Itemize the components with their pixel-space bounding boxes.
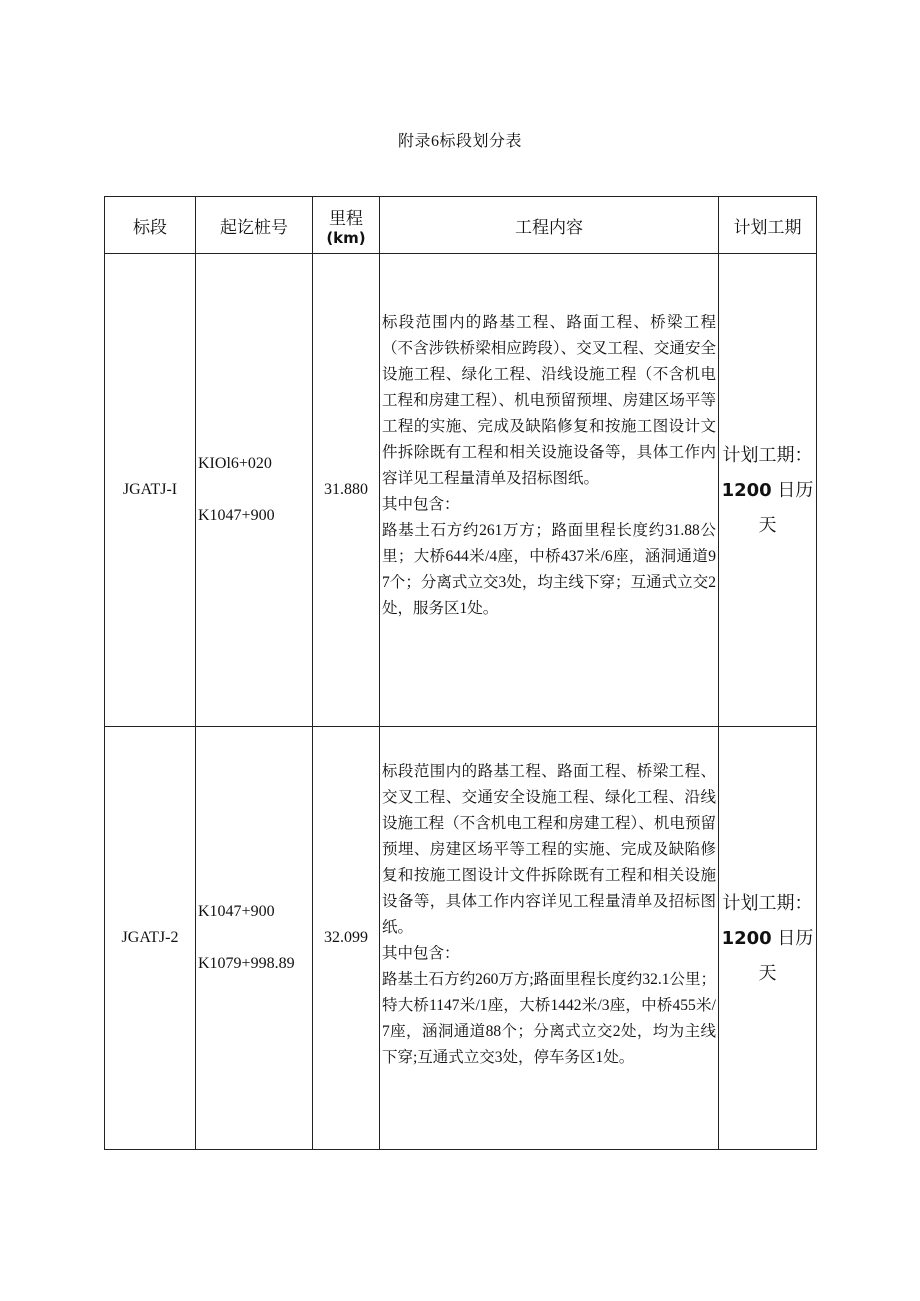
segment-cell: JGATJ-2: [105, 727, 196, 1150]
period-unit-day: 天: [758, 962, 777, 984]
page-title: 附录6标段划分表: [397, 133, 522, 150]
table-header-row: [105, 197, 817, 254]
station-cell: [196, 254, 313, 727]
table-row: [105, 254, 817, 727]
header-segment: 标段: [105, 197, 196, 254]
table-row: [105, 727, 817, 1150]
station-start: KIOl6+020: [198, 455, 272, 472]
period-cell: [719, 254, 817, 727]
station-start: K1047+900: [198, 903, 275, 920]
content-include: 路基土石方约261万方；路面里程长度约31.88公里；大桥644米/4座，中桥437米/6座，涵洞通道97个；分离式立交3处，均主线下穿；互通式立交2处，服务区1处。: [382, 522, 716, 617]
station-cell: [196, 727, 313, 1150]
header-length-label: 里程: [329, 208, 363, 229]
period-unit-day: 天: [758, 514, 777, 536]
content-include: 路基土石方约260万方;路面里程长度约32.1公里；特大桥1147米/1座，大桥1442米/3座，中桥455米/7座，涵洞通道88个；分离式立交2处，均为主线下穿;互通式立交3处，停车务区1处。: [382, 971, 716, 1066]
station-end: K1047+900: [198, 507, 275, 524]
content-include-label: 其中包含：: [382, 945, 460, 962]
period-label: 计划工期：: [722, 892, 813, 914]
period-days: 1200: [721, 927, 772, 949]
station-end: K1079+998.89: [198, 955, 295, 972]
content-main: 标段范围内的路基工程、路面工程、桥梁工程（不含涉铁桥梁相应跨段）、交叉工程、交通安全设施工程、绿化工程、沿线设施工程（不含机电工程和房建工程）、机电预留预埋、房建区场平等工程的实施、完成及缺陷修复和按施工图设计文件拆除既有工程和相关设施设备等，具体工作内容详见工程量清单及招标图纸。: [382, 314, 716, 487]
segment-table: [104, 196, 817, 1150]
header-length: [313, 197, 380, 254]
header-length-unit: (km): [326, 228, 366, 247]
content-main: 标段范围内的路基工程、路面工程、桥梁工程、交叉工程、交通安全设施工程、绿化工程、沿线设施工程（不含机电工程和房建工程）、机电预留预埋、房建区场平等工程的实施、完成及缺陷修复和按施工图设计文件拆除既有工程和相关设施设备等，具体工作内容详见工程量清单及招标图纸。: [382, 763, 716, 936]
header-period: 计划工期: [719, 197, 817, 254]
length-cell: 31.880: [313, 254, 380, 727]
content-cell: [380, 727, 719, 1150]
length-cell: 32.099: [313, 727, 380, 1150]
period-unit: 日历: [777, 927, 814, 949]
content-cell: [380, 254, 719, 727]
content-include-label: 其中包含：: [382, 496, 460, 513]
period-unit: 日历: [777, 479, 814, 501]
segment-cell: JGATJ-I: [105, 254, 196, 727]
header-station: 起讫桩号: [196, 197, 313, 254]
header-content: 工程内容: [380, 197, 719, 254]
period-days: 1200: [721, 479, 772, 501]
period-cell: [719, 727, 817, 1150]
period-label: 计划工期：: [722, 444, 813, 466]
